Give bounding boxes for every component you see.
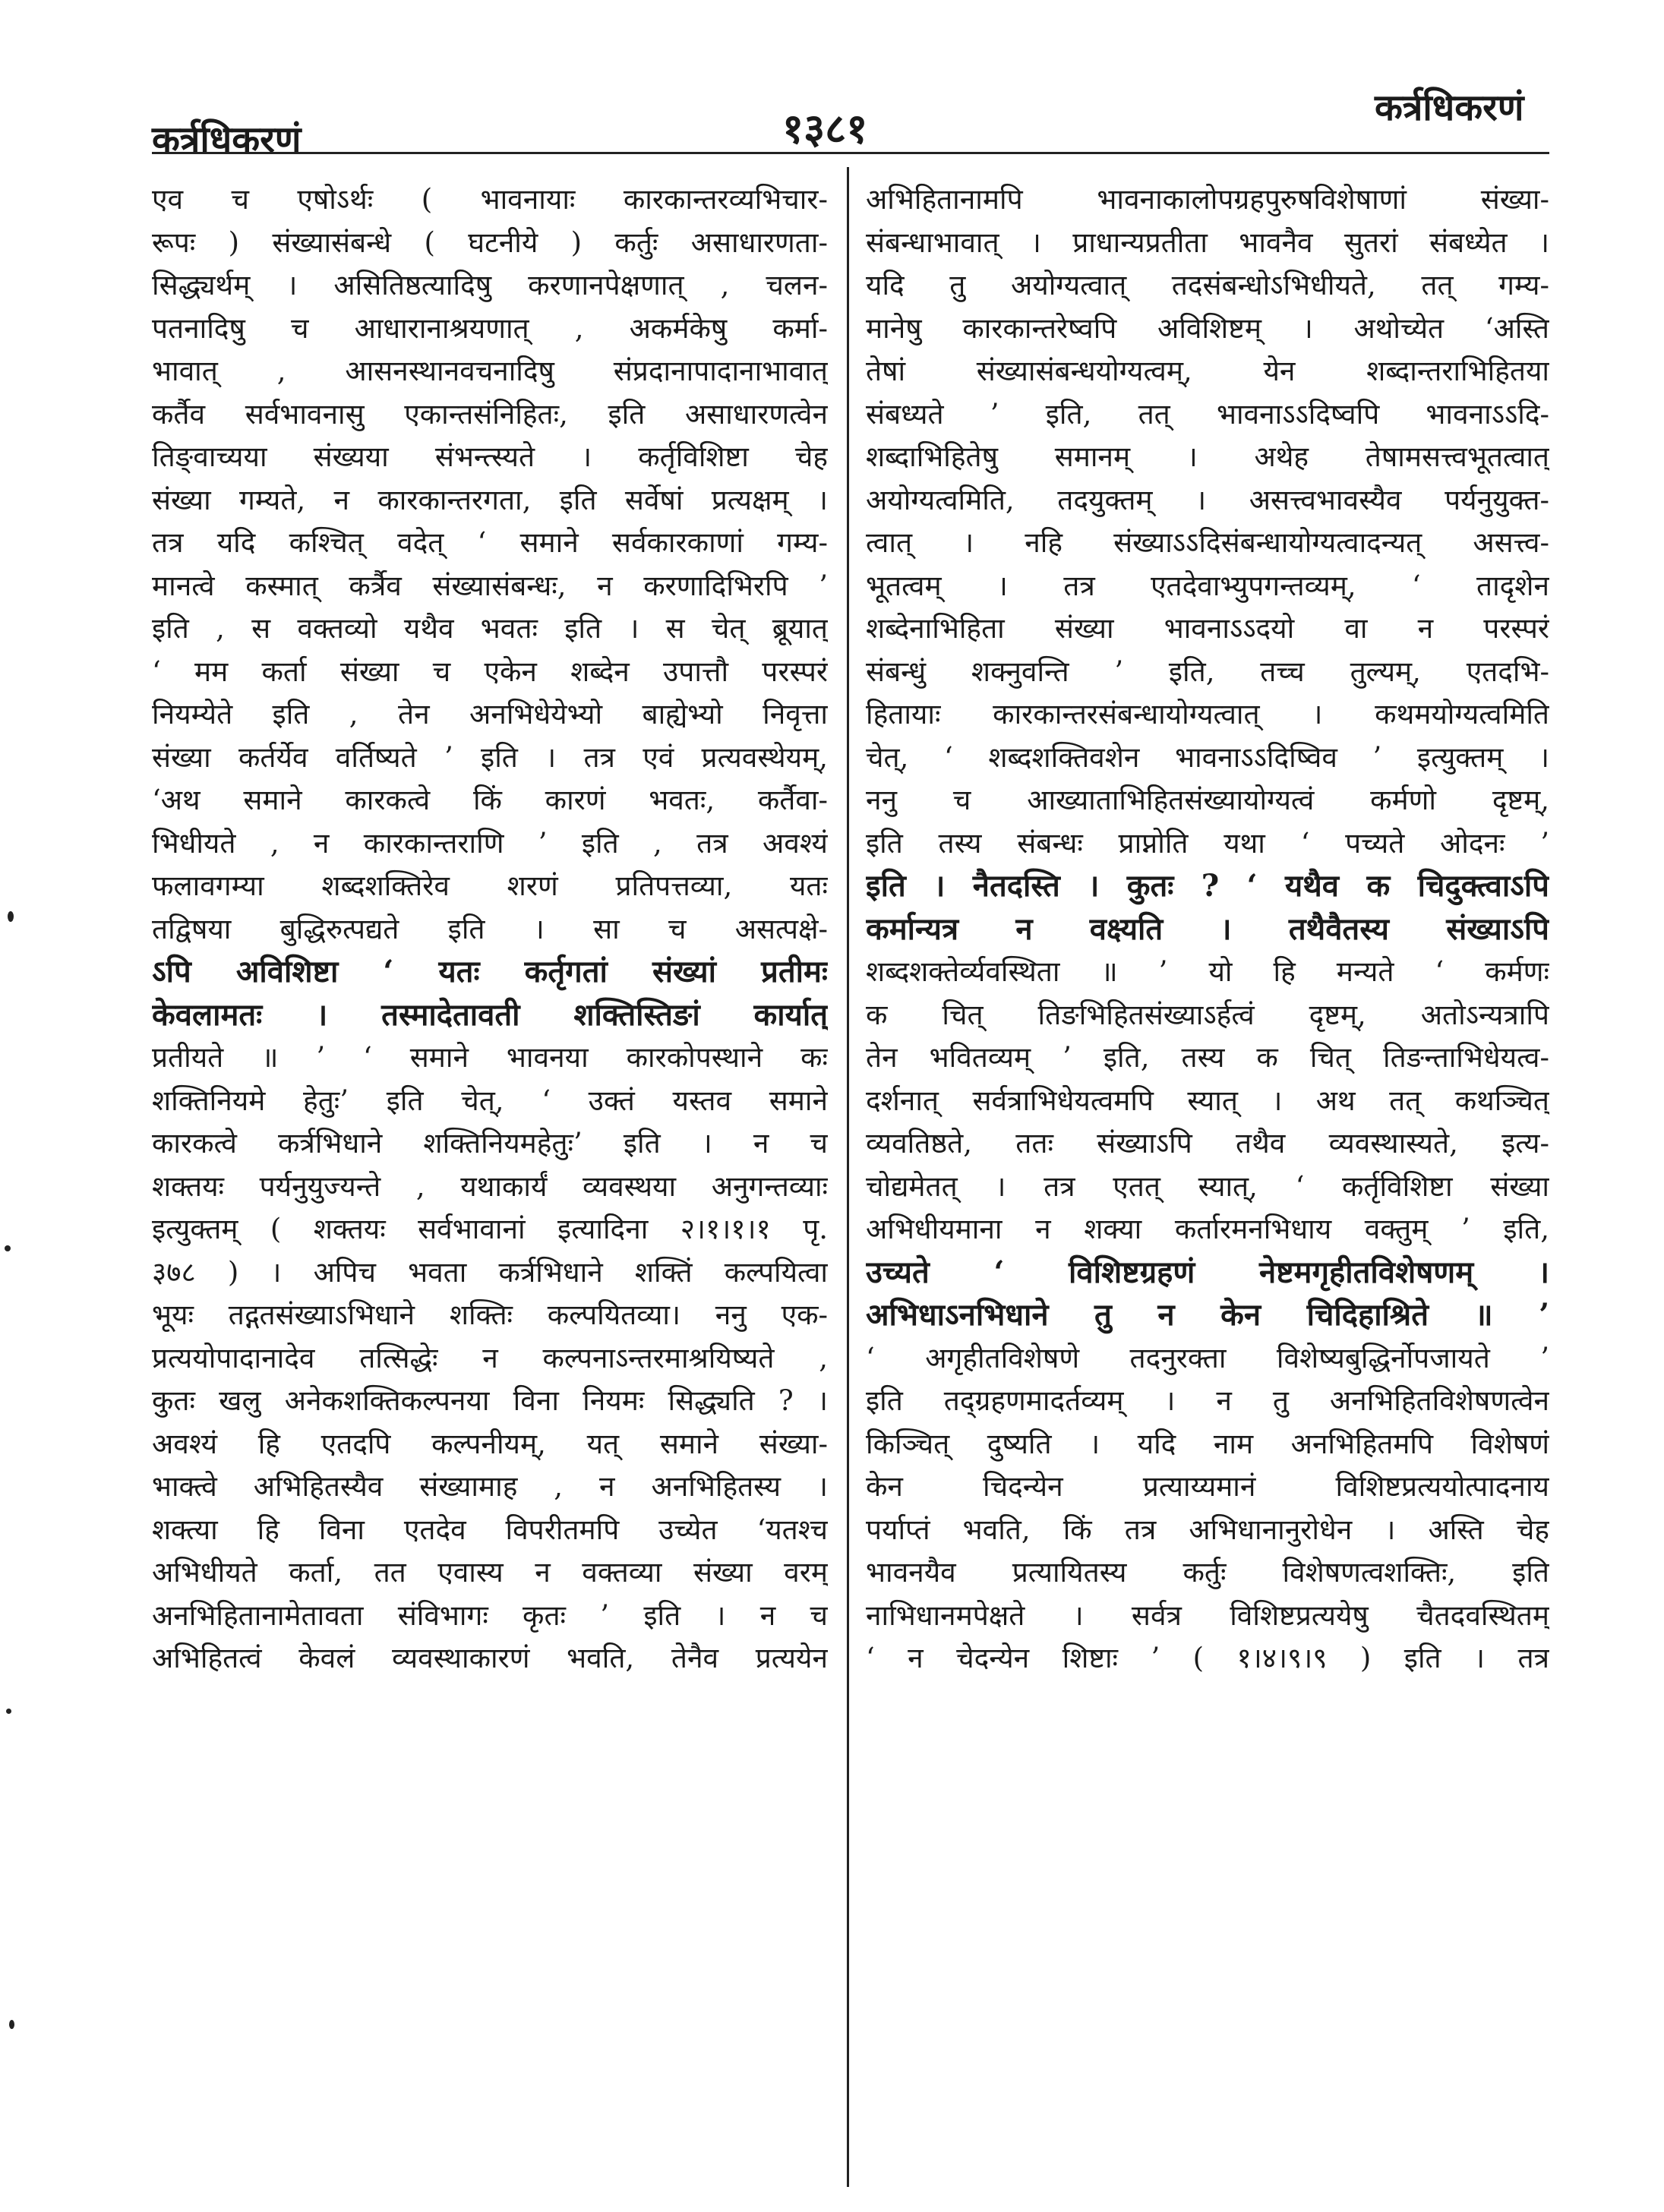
- text-line: हितायाः कारकान्तरसंबन्धायोग्यत्वात् । कथमयोग्यत्वमिति: [866, 698, 1549, 730]
- text-line: ऽपि अविशिष्टा ‘ यतः कर्तृगतां संख्यां प्रतीमः: [152, 954, 828, 989]
- text-line: शब्दाभिहितेषु समानम् । अथेह तेषामसत्त्वभूतत्वात्: [866, 440, 1549, 473]
- text-line: नियम्येते इति , तेन अनभिधेयेभ्यो बाह्येभ्यो निवृत्ता: [152, 698, 828, 730]
- text-line: चेत्, ‘ शब्दशक्तिवशेन भावनाऽऽदिष्विव ’ इत्युक्तम् ।: [866, 740, 1549, 774]
- text-line: ‘अथ समाने कारकत्वे किं कारणं भवतः, कर्तैवा-: [152, 784, 828, 816]
- text-line: संबध्यते ’ इति, तत् भावनाऽऽदिष्वपि भावनाऽऽदि-: [866, 397, 1549, 431]
- text-line: भूतत्वम् । तत्र एतदेवाभ्युपगन्तव्यम्, ‘ तादृशेन: [866, 569, 1549, 602]
- text-line: इति । नैतदस्ति । कुतः ? ‘ यथैव क चिदुक्त्वाऽपि: [866, 868, 1549, 904]
- text-line: नाभिधानमपेक्षते । सर्वत्र विशिष्टप्रत्ययेषु चैतदवस्थितम्: [866, 1598, 1549, 1632]
- left-column: [152, 178, 828, 2198]
- text-line: तत्र यदि कश्चित् वदेत् ‘ समाने सर्वकारकाणां गम्य-: [152, 526, 828, 559]
- text-line: व्यवतिष्ठते, ततः संख्याऽपि तथैव व्यवस्थास्यते, इत्य-: [866, 1127, 1549, 1160]
- text-line: दर्शनात् सर्वत्राभिधेयत्वमपि स्यात् । अथ तत् कथञ्चित्: [866, 1084, 1549, 1117]
- text-line: भूयः तद्गतसंख्याऽभिधाने शक्तिः कल्पयितव्या। ननु एक-: [152, 1298, 828, 1331]
- page-header: [0, 0, 1664, 175]
- text-line: अवश्यं हि एतदपि कल्पनीयम्, यत् समाने संख्या-: [152, 1427, 828, 1460]
- text-line: संबन्धाभावात् । प्राधान्यप्रतीता भावनैव सुतरां संबध्येत ।: [866, 226, 1549, 259]
- text-line: संख्या गम्यते, न कारकान्तरगता, इति सर्वेषां प्रत्यक्षम् ।: [152, 483, 828, 516]
- column-divider: [847, 167, 849, 2187]
- text-line: शब्दशक्तेर्व्यवस्थिता ॥ ’ यो हि मन्यते ‘ कर्मणः: [866, 955, 1549, 988]
- text-line: पतनादिषु च आधारानाश्रयणात् , अकर्मकेषु कर्मा-: [152, 311, 828, 345]
- scan-speck: [9, 2020, 14, 2029]
- text-line: तेन भवितव्यम् ’ इति, तस्य क चित् तिङन्ताभिधेयत्व-: [866, 1041, 1549, 1074]
- text-line: अभिधीयमाना न शक्या कर्तारमनभिधाय वक्तुम् ’ इति,: [866, 1213, 1549, 1245]
- text-line: संबन्धुं शक्नुवन्ति ’ इति, तच्च तुल्यम्, एतदभि-: [866, 655, 1549, 688]
- text-line: तिङ्वाच्यया संख्यया संभन्त्स्यते । कर्तृविशिष्टा चेह: [152, 440, 828, 473]
- text-line: यदि तु अयोग्यत्वात् तदसंबन्धोऽभिधीयते, तत् गम्य-: [866, 269, 1549, 301]
- text-line: ‘ न चेदन्येन शिष्टाः ’ ( १।४।९।९ ) इति । तत्र: [866, 1642, 1549, 1674]
- text-line: चोद्यमेतत् । तत्र एतत् स्यात्, ‘ कर्तृविशिष्टा संख्या: [866, 1169, 1549, 1203]
- text-line: ‘ अगृहीतविशेषणे तदनुरक्ता विशेष्यबुद्धिर्नोपजायते ’: [866, 1341, 1549, 1374]
- text-line: पर्याप्तं भवति, किं तत्र अभिधानानुरोधेन । अस्ति चेह: [866, 1513, 1549, 1546]
- text-line: इति तद्ग्रहणमादर्तव्यम् । न तु अनभिहितविशेषणत्वेन: [866, 1384, 1549, 1417]
- text-line: फलावगम्या शब्दशक्तिरेव शरणं प्रतिपत्तव्या, यतः: [152, 869, 828, 902]
- text-line: इति , स वक्तव्यो यथैव भवतः इति । स चेत् ब्रूयात्: [152, 612, 828, 645]
- text-line: शक्त्या हि विना एतदेव विपरीतमपि उच्येत ‘यतश्च: [152, 1513, 828, 1546]
- text-line: अयोग्यत्वमिति, तदयुक्तम् । असत्त्वभावस्यैव पर्यनुयुक्त-: [866, 483, 1549, 516]
- text-line: भावनयैव प्रत्यायितस्य कर्तुः विशेषणत्वशक्तिः, इति: [866, 1556, 1549, 1589]
- text-line: कर्तैव सर्वभावनासु एकान्तसंनिहितः, इति असाधारणत्वेन: [152, 397, 828, 431]
- text-line: उच्यते ‘ विशिष्टग्रहणं नेष्टमगृहीतविशेषणम् ।: [866, 1254, 1549, 1290]
- header-rule: [152, 152, 1549, 154]
- text-line: भावात् , आसनस्थानवचनादिषु संप्रदानापादानाभावात्: [152, 355, 828, 387]
- text-line: शक्तिनियमे हेतुः’ इति चेत्, ‘ उक्तं यस्तव समाने: [152, 1084, 828, 1117]
- text-line: केन चिदन्येन प्रत्याय्यमानं विशिष्टप्रत्ययोत्पादनाय: [866, 1470, 1549, 1503]
- text-line: मानेषु कारकान्तरेष्वपि अविशिष्टम् । अथोच्येत ‘अस्ति: [866, 311, 1549, 345]
- text-line: अभिधाऽनभिधाने तु न केन चिदिहाश्रिते ॥ ’: [866, 1297, 1549, 1333]
- text-line: अभिहितत्वं केवलं व्यवस्थाकारणं भवति, तेनैव प्रत्ययेन: [152, 1642, 828, 1674]
- text-line: भाक्त्वे अभिहितस्यैव संख्यामाह , न अनभिहितस्य ।: [152, 1470, 828, 1503]
- running-head-right: कर्त्रधिकरणं: [1375, 87, 1524, 129]
- text-line: किञ्चित् दुष्यति । यदि नाम अनभिहितमपि विशेषणं: [866, 1427, 1549, 1460]
- scan-speck: [6, 1709, 11, 1714]
- text-line: केवलामतः । तस्मादेतावती शक्तिस्तिङां कार्यात्: [152, 996, 828, 1033]
- text-line: शक्तयः पर्यनुयुज्यन्ते , यथाकार्यं व्यवस्थया अनुगन्तव्याः: [152, 1169, 828, 1203]
- right-column: [866, 178, 1549, 2198]
- text-line: इत्युक्तम् ( शक्तयः सर्वभावानां इत्यादिना २।१।१।१ पृ.: [152, 1213, 828, 1245]
- text-line: इति तस्य संबन्धः प्राप्नोति यथा ‘ पच्यते ओदनः ’: [866, 826, 1549, 860]
- text-line: एव च एषोऽर्थः ( भावनायाः कारकान्तरव्यभिचार-: [152, 183, 828, 216]
- text-line: तेषां संख्यासंबन्धयोग्यत्वम्, येन शब्दान्तराभिहितया: [866, 355, 1549, 387]
- running-head-left: कर्त्रधिकरणं: [152, 118, 302, 161]
- text-line: कारकत्वे कर्त्रभिधाने शक्तिनियमहेतुः’ इति । न च: [152, 1127, 828, 1160]
- text-line: मानत्वे कस्मात् कर्त्रैव संख्यासंबन्धः, न करणादिभिरपि ’: [152, 569, 828, 602]
- text-line: प्रतीयते ॥ ’ ‘ समाने भावनया कारकोपस्थाने कः: [152, 1041, 828, 1074]
- text-line: प्रत्ययोपादानादेव तत्सिद्धेः न कल्पनाऽन्तरमाश्रयिष्यते ,: [152, 1341, 828, 1374]
- text-line: संख्या कर्तर्येव वर्तिष्यते ’ इति । तत्र एवं प्रत्यवस्थेयम्,: [152, 740, 828, 774]
- text-line: भिधीयते , न कारकान्तराणि ’ इति , तत्र अवश्यं: [152, 826, 828, 860]
- text-line: कुतः खलु अनेकशक्तिकल्पनया विना नियमः सिद्ध्यति ? ।: [152, 1384, 828, 1417]
- text-line: अभिधीयते कर्ता, तत एवास्य न वक्तव्या संख्या वरम्: [152, 1556, 828, 1589]
- text-line: कर्मान्यत्र न वक्ष्यति । तथैवैतस्य संख्याऽपि: [866, 910, 1549, 947]
- scan-speck: [8, 911, 14, 922]
- text-line: त्वात् । नहि संख्याऽऽदिसंबन्धायोग्यत्वादन्यत् असत्त्व-: [866, 526, 1549, 559]
- text-line: अभिहितानामपि भावनाकालोपग्रहपुरुषविशेषाणां संख्या-: [866, 183, 1549, 216]
- scan-speck: [5, 1245, 11, 1251]
- text-line: रूपः ) संख्यासंबन्धे ( घटनीये ) कर्तुः असाधारणता-: [152, 226, 828, 259]
- text-line: ३७८ ) । अपिच भवता कर्त्रभिधाने शक्तिं कल्पयित्वा: [152, 1255, 828, 1289]
- text-line: सिद्ध्यर्थम् । असितिष्ठत्यादिषु करणानपेक्षणात् , चलन-: [152, 269, 828, 301]
- text-line: शब्देनाभिहिता संख्या भावनाऽऽदयो वा न परस्परं: [866, 612, 1549, 645]
- page-number: १३८१: [782, 105, 868, 153]
- text-line: ननु च आख्याताभिहितसंख्यायोग्यत्वं कर्मणो दृष्टम्,: [866, 784, 1549, 816]
- text-line: अनभिहितानामेतावता संविभागः कृतः ’ इति । न च: [152, 1598, 828, 1632]
- text-line: ‘ मम कर्ता संख्या च एकेन शब्देन उपात्तौ परस्परं: [152, 655, 828, 688]
- text-line: तद्विषया बुद्धिरुत्पद्यते इति । सा च असत्पक्षे-: [152, 912, 828, 945]
- text-line: क चित् तिङभिहितसंख्याऽर्हत्वं दृष्टम्, अतोऽन्यत्रापि: [866, 998, 1549, 1031]
